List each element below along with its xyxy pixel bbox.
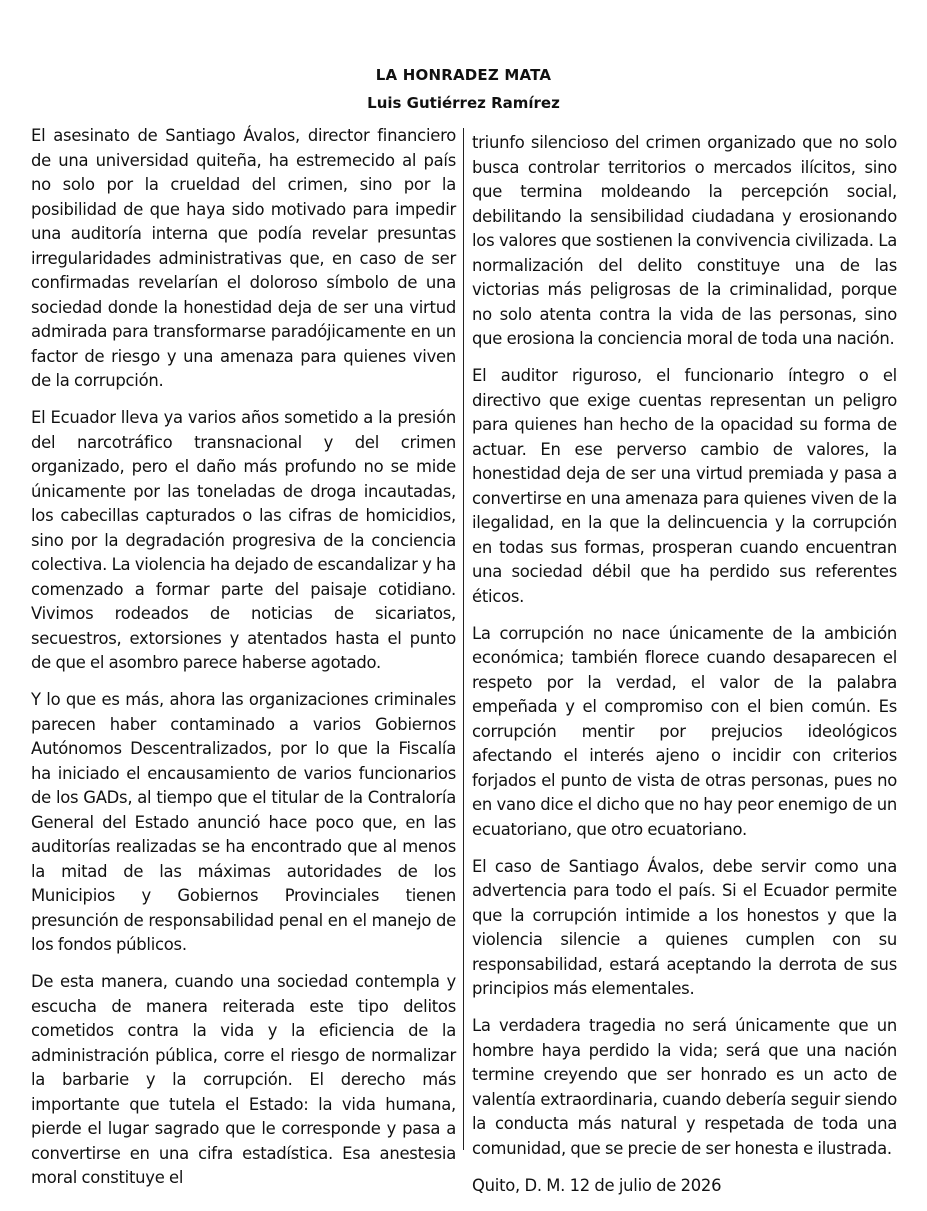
paragraph: La corrupción no nace únicamente de la ambición económica; también florece cuando desaparecen el respeto por la verdad, el valor de la palabra empeñada y el compromiso con el bien común. Es corrupción mentir por prejucios ideológicos afectando el interés ajeno o incidir con criterios forjados el punto de vista de otras personas, pues no en vano dice el dicho que no hay peor enemigo de un ecuatoriano, que otro ecuatoriano. (472, 623, 897, 839)
paragraph: La verdadera tragedia no será únicamente que un hombre haya perdido la vida; será que una nación termine creyendo que ser honrado es un acto de valentía extraordinaria, cuando debería seguir siendo la conducta más natural y respetada de toda una comunidad, que se precie de ser honesta e ilustrada. (472, 1016, 897, 1158)
article-author: Luis Gutiérrez Ramírez (367, 94, 560, 112)
article-header (0, 62, 927, 118)
paragraph: El Ecuador lleva ya varios años sometido a la presión del narcotráfico transnacional y del crimen organizado, pero el daño más profundo no se mide únicamente por las toneladas de droga incautadas, los cabecillas capturados o las cifras de homicidios, sino por la degradación progresiva de la conciencia colectiva. La violencia ha dejado de escandalizar y ha comenzado a formar parte del paisaje cotidiano. Vivimos rodeados de noticias de sicariatos, secuestros, extorsiones y atentados hasta el punto de que el asombro parece haberse agotado. (31, 408, 456, 672)
paragraph: De esta manera, cuando una sociedad contempla y escucha de manera reiterada este tipo delitos cometidos contra la vida y la eficiencia de la administración pública, corre el riesgo de normalizar la barbarie y la corrupción. El derecho más importante que tutela el Estado: la vida humana, pierde el lugar sagrado que le corresponde y pasa a convertirse en una cifra estadística. Esa anestesia moral constituye el (31, 972, 456, 1187)
paragraph: El auditor riguroso, el funcionario íntegro o el directivo que exige cuentas representan un peligro para quienes han hecho de la opacidad su forma de actuar. En ese perverso cambio de valores, la honestidad deja de ser una virtud premiada y pasa a convertirse en una amenaza para quienes viven de la ilegalidad, en la que la delincuencia y la corrupción en todas sus formas, prosperan cuando encuentran una sociedad débil que ha perdido sus referentes éticos. (472, 366, 897, 606)
column-divider (463, 128, 464, 1150)
paragraph: triunfo silencioso del crimen organizado que no solo busca controlar territorios o mercados ilícitos, sino que termina moldeando la percepción social, debilitando la sensibilidad ciudadana y erosionando los valores que sostienen la convivencia civilizada. La normalización del delito constituye una de las victorias más peligrosas de la criminalidad, porque no solo atenta contra la vida de las personas, sino que erosiona la conciencia moral de toda una nación. (472, 133, 897, 348)
left-column (31, 124, 456, 1203)
right-column (472, 131, 897, 1211)
paragraph: El caso de Santiago Ávalos, debe servir como una advertencia para todo el país. Si el Ecuador permite que la corrupción intimide a los honestos y que la violencia silencie a quienes cumplen con su responsabilidad, estará aceptando la derrota de sus principios más elementales. (472, 856, 897, 998)
article-title: LA HONRADEZ MATA (375, 66, 552, 84)
article-signoff: Quito, D. M. 12 de julio de 2026 (472, 1175, 722, 1195)
paragraph: El asesinato de Santiago Ávalos, director financiero de una universidad quiteña, ha estremecido al país no solo por la crueldad del crimen, sino por la posibilidad de que haya sido motivado para impedir una auditoría interna que podía revelar presuntas irregularidades administrativas que, en caso de ser confirmadas revelarían el doloroso símbolo de una sociedad donde la honestidad deja de ser una virtud admirada para transformarse paradójicamente en un factor de riesgo y una amenaza para quienes viven de la corrupción. (31, 126, 456, 390)
paragraph: Y lo que es más, ahora las organizaciones criminales parecen haber contaminado a varios Gobiernos Autónomos Descentralizados, por lo que la Fiscalía ha iniciado el encausamiento de varios funcionarios de los GADs, al tiempo que el titular de la Contraloría General del Estado anunció hace poco que, en las auditorías realizadas se ha encontrado que al menos la mitad de las máximas autoridades de los Municipios y Gobiernos Provinciales tienen presunción de responsabilidad penal en el manejo de los fondos públicos. (31, 690, 456, 954)
